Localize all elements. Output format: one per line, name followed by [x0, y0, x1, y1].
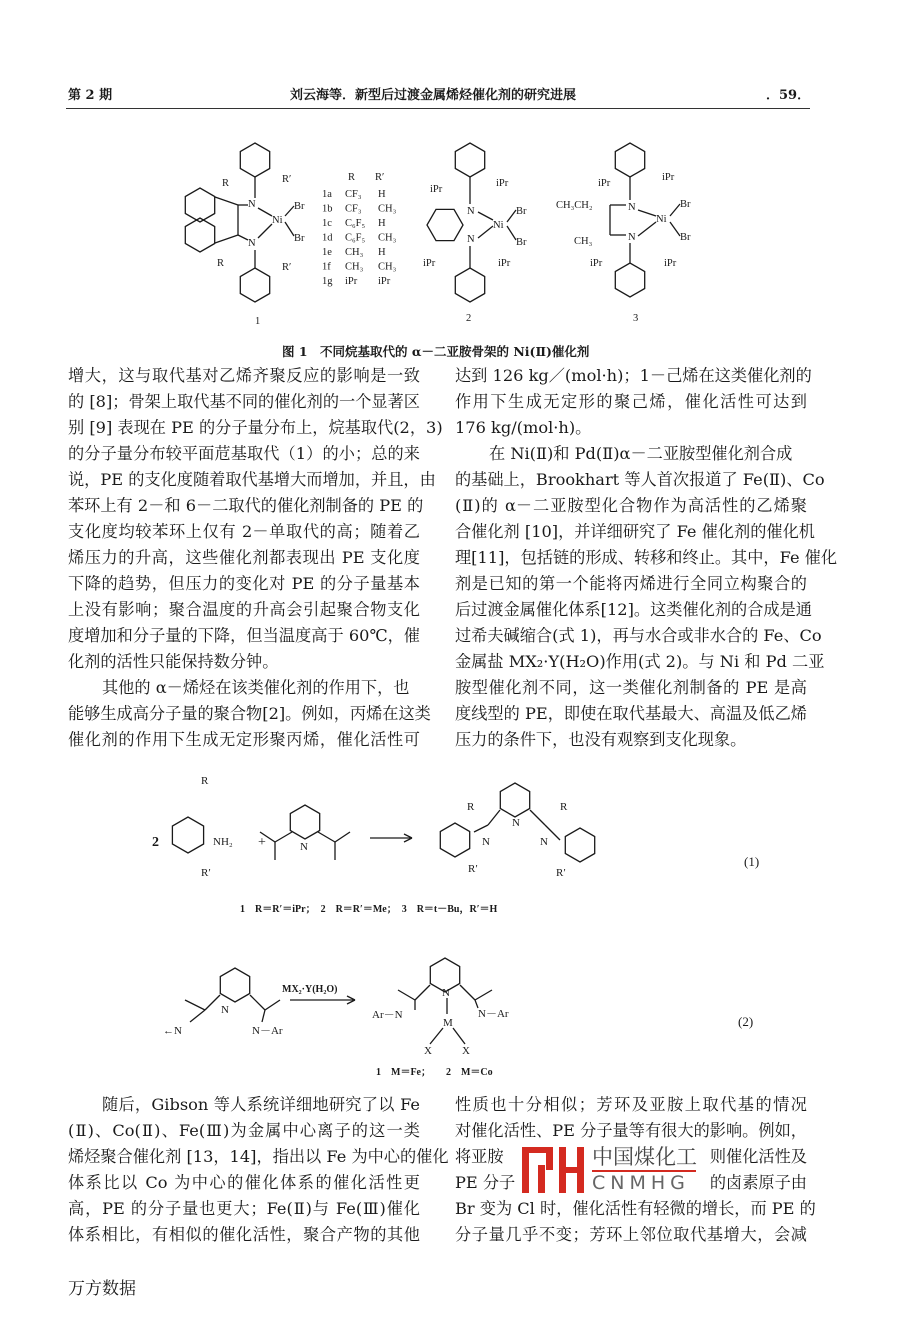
- atom-n: N: [221, 1004, 229, 1016]
- footer-source: 万方数据: [68, 1279, 136, 1299]
- atom-br: Br: [516, 206, 527, 217]
- text-line: 化剂的活性只能保持数分钟。: [68, 652, 279, 671]
- table-cell: 1c: [322, 218, 332, 229]
- atom-ipr: iPr: [423, 258, 436, 269]
- text-line: 合催化剂 [10]，并详细研究了 Fe 催化剂的催化机: [455, 522, 815, 541]
- atom-n: N: [248, 199, 256, 210]
- atom-n: N: [628, 232, 636, 243]
- watermark-en: CNMHG: [592, 1172, 690, 1194]
- table-cell: 1f: [322, 261, 331, 273]
- compound-label-3: 3: [633, 313, 639, 324]
- text-line: 对催化活性、PE 分子量等有很大的影响。例如，: [455, 1121, 807, 1140]
- imine-n-ar: N－Ar: [252, 1025, 283, 1037]
- atom-n: N: [628, 202, 636, 213]
- text-line: 苯环上有 2－和 6－二取代的催化剂制备的 PE 的: [68, 496, 424, 515]
- atom-n: N: [512, 817, 520, 829]
- table-cell: C₆F₅: [345, 232, 366, 244]
- text-line: 下降的趋势，但压力的变化对 PE 的分子量基本: [68, 574, 420, 593]
- text-line: Br 变为 Cl 时，催化活性有轻微的增长，而 PE 的: [455, 1199, 816, 1218]
- text-line: 其他的 α－烯烃在该类催化剂的作用下，也: [102, 678, 410, 697]
- text-line: 金属盐 MX₂·Y(H₂O)作用(式 2)。与 Ni 和 Pd 二亚: [455, 652, 825, 671]
- text-line: 胺型催化剂不同，这一类催化剂制备的 PE 是高: [455, 678, 807, 697]
- atom-ethyl: CH₃CH₂: [556, 200, 593, 211]
- text-line: 说，PE 的支化度随着取代基增大而增加，并且，由: [68, 470, 436, 489]
- text-line: 分子量几乎不变；芳环上邻位取代基增大，会减: [455, 1225, 807, 1244]
- table-cell: CF₃: [345, 203, 362, 215]
- table-cell: CH₃: [378, 261, 397, 273]
- text-line: 烯烃聚合催化剂 [13，14]，指出以 Fe 为中心的催化: [68, 1147, 449, 1166]
- table-cell: 1b: [322, 203, 333, 215]
- atom-ipr: iPr: [664, 258, 677, 269]
- atom-r-prime: R′: [282, 262, 292, 273]
- imine-ar-n: Ar－N: [372, 1009, 403, 1021]
- atom-nh2: NH₂: [213, 836, 233, 848]
- table-cell: CH₃: [345, 261, 364, 273]
- table-header-r-prime: R′: [375, 172, 385, 183]
- text-line: 催化剂的作用下生成无定形聚丙烯，催化活性可: [68, 730, 420, 749]
- atom-ipr: iPr: [496, 178, 509, 189]
- text-line: 达到 126 kg／(mol·h)；1－己烯在这类催化剂的: [455, 366, 812, 385]
- plus-sign: +: [258, 835, 266, 850]
- compound-label-1: 1: [255, 316, 261, 327]
- atom-r-prime: R′: [468, 863, 478, 875]
- atom-r-prime: R′: [282, 174, 292, 185]
- reagent-label: MX₂·Y(H₂O): [282, 984, 338, 995]
- text-line: (Ⅱ)的 α－二亚胺型化合物作为高活性的乙烯聚: [455, 496, 807, 515]
- table-cell: C₆F₅: [345, 218, 366, 229]
- text-line: 的 [8]；骨架上取代基不同的催化剂的一个显著区: [68, 392, 420, 411]
- text-line: 的分子量分布较平面苊基取代（1）的小；总的来: [68, 444, 420, 463]
- text-line: 过希夫碱缩合(式 1)，再与水合或非水合的 Fe、Co: [455, 626, 822, 645]
- atom-br: Br: [680, 232, 691, 243]
- atom-n: ←N: [163, 1025, 182, 1037]
- atom-br: Br: [294, 233, 305, 244]
- text-line: 增大，这与取代基对乙烯齐聚反应的影响是一致: [68, 366, 420, 385]
- table-cell: H: [378, 247, 386, 258]
- atom-r: R: [217, 258, 225, 269]
- table-cell: 1e: [322, 247, 332, 258]
- text-line: 作用下生成无定形的聚己烯，催化活性可达到: [455, 392, 807, 411]
- atom-r-prime: R′: [556, 867, 566, 879]
- text-line: 后过渡金属催化体系[12]。这类催化剂的合成是通: [455, 600, 812, 619]
- text-line: 的基础上，Brookhart 等人首次报道了 Fe(Ⅱ)、Co: [455, 470, 825, 489]
- table-cell: 1d: [322, 232, 333, 244]
- atom-r: R: [560, 801, 568, 813]
- text-line: 度增加和分子量的下降，但当温度高于 60℃，催: [68, 626, 420, 645]
- atom-n: N: [482, 836, 490, 848]
- atom-methyl: CH₃: [574, 236, 593, 247]
- atom-n: N: [248, 238, 256, 249]
- text-line: 高，PE 的分子量也更大；Fe(Ⅱ)与 Fe(Ⅲ)催化: [68, 1199, 420, 1218]
- text-line: 剂是已知的第一个能将丙烯进行全同立构聚合的: [455, 574, 807, 593]
- atom-ipr: iPr: [662, 172, 675, 183]
- atom-ipr: iPr: [430, 184, 443, 195]
- equation-number-1: (1): [744, 854, 760, 869]
- atom-n: N: [467, 234, 475, 245]
- atom-ipr: iPr: [498, 258, 511, 269]
- atom-n: N: [442, 987, 450, 999]
- atom-n: N: [540, 836, 548, 848]
- issue-number: 第 2 期: [68, 88, 113, 103]
- atom-r-prime: R′: [201, 867, 211, 879]
- text-fragment: PE 分子: [455, 1173, 516, 1192]
- text-line: 体系比以 Co 为中心的催化体系的催化活性更: [68, 1173, 420, 1192]
- table-cell: CH₃: [345, 247, 364, 258]
- table-cell: H: [378, 189, 386, 200]
- text-line: 体系相比，有相似的催化活性，聚合产物的其他: [68, 1225, 420, 1244]
- text-line: 在 Ni(Ⅱ)和 Pd(Ⅱ)α－二亚胺型催化剂合成: [489, 444, 793, 463]
- atom-ipr: iPr: [590, 258, 603, 269]
- running-title: 刘云海等．新型后过渡金属烯烃催化剂的研究进展: [290, 88, 577, 103]
- atom-ni: Ni: [656, 214, 667, 225]
- atom-n: N: [467, 206, 475, 217]
- text-line: 支化度均较苯环上仅有 2－单取代的高；随着乙: [68, 522, 420, 541]
- table-cell: 1g: [322, 276, 333, 287]
- text-line: 烯压力的升高，这些催化剂都表现出 PE 支化度: [68, 548, 420, 567]
- text-fragment: 将亚胺: [455, 1147, 504, 1166]
- atom-br: Br: [680, 199, 691, 210]
- table-cell: CF₃: [345, 189, 362, 200]
- atom-br: Br: [294, 201, 305, 212]
- equation-1-caption: 1 R＝R′＝iPr； 2 R＝R′＝Me； 3 R＝t－Bu，R′＝H: [240, 904, 498, 915]
- text-line: 压力的条件下，也没有观察到支化现象。: [455, 730, 747, 749]
- equation-2-caption: 1 M＝Fe； 2 M＝Co: [376, 1067, 493, 1078]
- atom-br: Br: [516, 237, 527, 248]
- text-fragment: 的卤素原子由: [709, 1173, 807, 1192]
- table-cell: 1a: [322, 189, 332, 200]
- page-number: ．59．: [766, 88, 811, 103]
- text-line: (Ⅱ)、Co(Ⅱ)、Fe(Ⅲ)为金属中心离子的这一类: [68, 1121, 420, 1140]
- coefficient: 2: [152, 835, 159, 850]
- text-fragment: 则催化活性及: [709, 1147, 807, 1166]
- text-line: 度线型的 PE，即使在取代基最大、高温及低乙烯: [455, 704, 807, 723]
- atom-ipr: iPr: [598, 178, 611, 189]
- text-line: 性质也十分相似；芳环及亚胺上取代基的情况: [455, 1095, 807, 1114]
- text-line: 理[11]，包括链的形成、转移和终止。其中，Fe 催化: [455, 548, 838, 567]
- text-line: 176 kg/(mol·h)。: [455, 418, 592, 437]
- atom-ni: Ni: [272, 215, 283, 226]
- atom-m: M: [443, 1017, 453, 1029]
- watermark-cn: 中国煤化工: [592, 1145, 697, 1169]
- table-cell: iPr: [345, 276, 358, 287]
- text-line: 能够生成高分子量的聚合物[2]。例如，丙烯在这类: [68, 704, 431, 723]
- text-line: 别 [9] 表现在 PE 的分子量分布上，烷基取代(2，3): [68, 418, 443, 437]
- table-cell: CH₃: [378, 203, 397, 215]
- equation-number-2: (2): [738, 1014, 754, 1029]
- table-cell: H: [378, 218, 386, 229]
- atom-x: X: [462, 1045, 470, 1057]
- atom-x: X: [424, 1045, 432, 1057]
- table-cell: iPr: [378, 276, 391, 287]
- atom-r: R: [201, 775, 209, 787]
- table-cell: CH₃: [378, 232, 397, 244]
- table-header-r: R: [348, 172, 356, 183]
- atom-n: N: [300, 841, 308, 853]
- atom-r: R: [222, 178, 230, 189]
- text-line: 上没有影响；聚合温度的升高会引起聚合物支化: [68, 600, 420, 619]
- text-line: 随后，Gibson 等人系统详细地研究了以 Fe: [102, 1095, 420, 1114]
- atom-r: R: [467, 801, 475, 813]
- figure-1-caption: 图 1 不同烷基取代的 α－二亚胺骨架的 Ni(Ⅱ)催化剂: [282, 344, 590, 359]
- imine-n-ar: N－Ar: [478, 1008, 509, 1020]
- atom-ni: Ni: [493, 220, 504, 231]
- compound-label-2: 2: [466, 313, 472, 324]
